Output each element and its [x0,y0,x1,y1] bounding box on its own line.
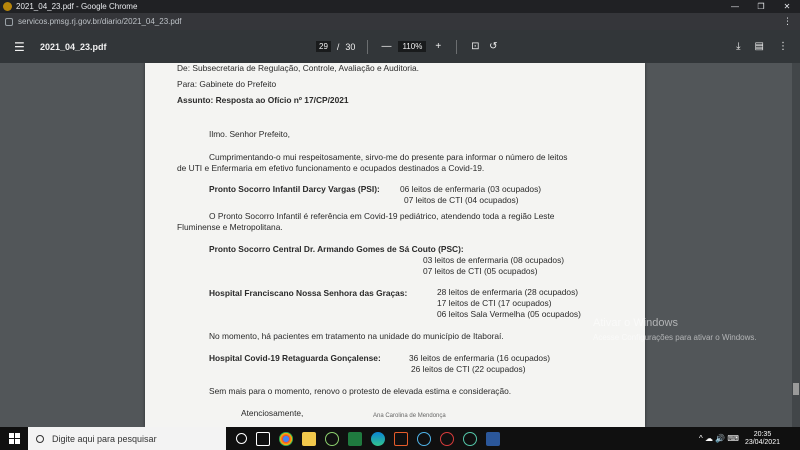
window-title-bar [0,0,800,13]
taskbar-apps [236,432,500,446]
doc-line-paragraph: No momento, há pacientes em tratamento na unidade do município de Itaboraí. [209,331,504,341]
lock-icon[interactable] [5,18,13,26]
toolbar-divider [367,40,368,54]
window-controls [722,0,800,13]
taskbar [0,427,800,450]
doc-line-beds: 06 leitos Sala Vermelha (05 ocupados) [437,309,581,319]
clock-time: 20:35 [753,430,772,438]
doc-line-beds: 36 leitos de enfermaria (16 ocupados) [409,353,551,363]
url-text[interactable]: servicos.pmsg.rj.gov.br/diario/2021_04_23.pdf [18,17,182,26]
fit-page-icon[interactable]: ⊡ [471,41,480,52]
pdf-toolbar [0,30,800,63]
doc-line-hospital: Hospital Covid-19 Retaguarda Gonçalense: [209,353,381,363]
toolbar-divider [456,40,457,54]
doc-line-paragraph: O Pronto Socorro Infantil é referência em Covid-19 pediátrico, atendendo toda a região Leste [209,211,555,221]
doc-line-closing: Sem mais para o momento, renovo o protesto de elevada estima e consideração. [209,386,512,396]
doc-line-hospital: Pronto Socorro Central Dr. Armando Gomes de Sá Couto (PSC): [209,244,464,254]
close-window-button[interactable]: ✕ [783,2,791,11]
doc-line-paragraph: Cumprimentando-o mui respeitosamente, sirvo-me do presente para informar o número de leitos [209,152,568,162]
taskbar-search[interactable] [28,427,226,450]
page-number-input[interactable]: 29 [316,41,331,52]
doc-line-to: Para: Gabinete do Prefeito [177,79,277,89]
excel-icon[interactable] [348,432,362,446]
site-favicon-icon [3,2,12,11]
pdf-toolbar-right [736,41,788,52]
pdf-page [145,63,645,427]
tray-icons[interactable]: ^ ☁ 🔊 ⌨ [699,434,739,443]
page-total: 30 [345,41,356,52]
app-icon[interactable] [325,432,339,446]
app-icon[interactable] [417,432,431,446]
app-icon[interactable] [440,432,454,446]
page-separator: / [336,41,340,52]
more-options-icon[interactable]: ⋮ [778,41,788,52]
word-icon[interactable] [486,432,500,446]
doc-line-signature: Ana Carolina de Mendonça [373,413,446,419]
task-view-icon[interactable] [256,432,270,446]
print-icon[interactable]: ▤ [754,41,764,52]
doc-line-regards: Atenciosamente, [241,408,304,418]
address-bar[interactable] [0,13,800,30]
viewer-scrollbar[interactable] [792,63,800,427]
pdf-toolbar-center [316,40,499,54]
search-placeholder[interactable]: Digite aqui para pesquisar [52,433,157,444]
doc-line-beds: 07 leitos de CTI (04 ocupados) [404,195,519,205]
doc-line-paragraph: Fluminense e Metropolitana. [177,222,283,232]
doc-line-hospital: Pronto Socorro Infantil Darcy Vargas (PSI): [209,184,380,194]
doc-line-from: De: Subsecretaria de Regulação, Controle, Avaliação e Auditoria. [177,63,419,73]
system-tray [699,431,780,447]
window-title: 2021_04_23.pdf - Google Chrome [16,2,138,11]
chrome-icon[interactable] [279,432,293,446]
activation-subtitle: Acesse Configurações para ativar o Windows. [593,333,757,342]
activation-title: Ativar o Windows [593,317,678,329]
clock[interactable] [745,431,780,447]
file-explorer-icon[interactable] [302,432,316,446]
scrollbar-thumb[interactable] [793,383,799,395]
pdf-filename: 2021_04_23.pdf [40,41,107,52]
minimize-button[interactable]: — [731,2,739,11]
edge-icon[interactable] [371,432,385,446]
doc-line-paragraph: de UTI e Enfermaria em efetivo funcionamento e ocupados destinados a Covid-19. [177,163,485,173]
doc-line-greeting: Ilmo. Senhor Prefeito, [209,129,290,139]
sidebar-menu-icon[interactable]: ☰ [14,39,25,54]
search-icon [36,435,44,443]
cortana-icon[interactable] [236,433,247,444]
maximize-button[interactable]: ❐ [757,2,765,11]
doc-line-subject: Assunto: Resposta ao Ofício nº 17/CP/2021 [177,95,349,105]
zoom-input[interactable]: 110% [398,41,426,52]
doc-line-beds: 28 leitos de enfermaria (28 ocupados) [437,287,579,297]
start-button[interactable] [0,433,28,444]
zoom-in-button[interactable]: + [435,41,442,52]
clock-date: 23/04/2021 [744,438,780,446]
doc-line-hospital: Hospital Franciscano Nossa Senhora das Graças: [209,288,408,298]
windows-logo-icon [9,433,20,444]
zoom-out-button[interactable]: — [381,41,392,52]
browser-menu-icon[interactable]: ⋮ [783,16,792,26]
pdf-viewer[interactable] [0,63,800,427]
rotate-icon[interactable]: ↺ [489,41,498,52]
doc-line-beds: 03 leitos de enfermaria (08 ocupados) [423,255,565,265]
download-icon[interactable]: ⤓ [736,41,741,52]
illustrator-icon[interactable] [394,432,408,446]
app-icon[interactable] [463,432,477,446]
doc-line-beds: 07 leitos de CTI (05 ocupados) [423,266,538,276]
doc-line-beds: 26 leitos de CTI (22 ocupados) [411,364,526,374]
doc-line-beds: 06 leitos de enfermaria (03 ocupados) [400,184,542,194]
doc-line-beds: 17 leitos de CTI (17 ocupados) [437,298,552,308]
